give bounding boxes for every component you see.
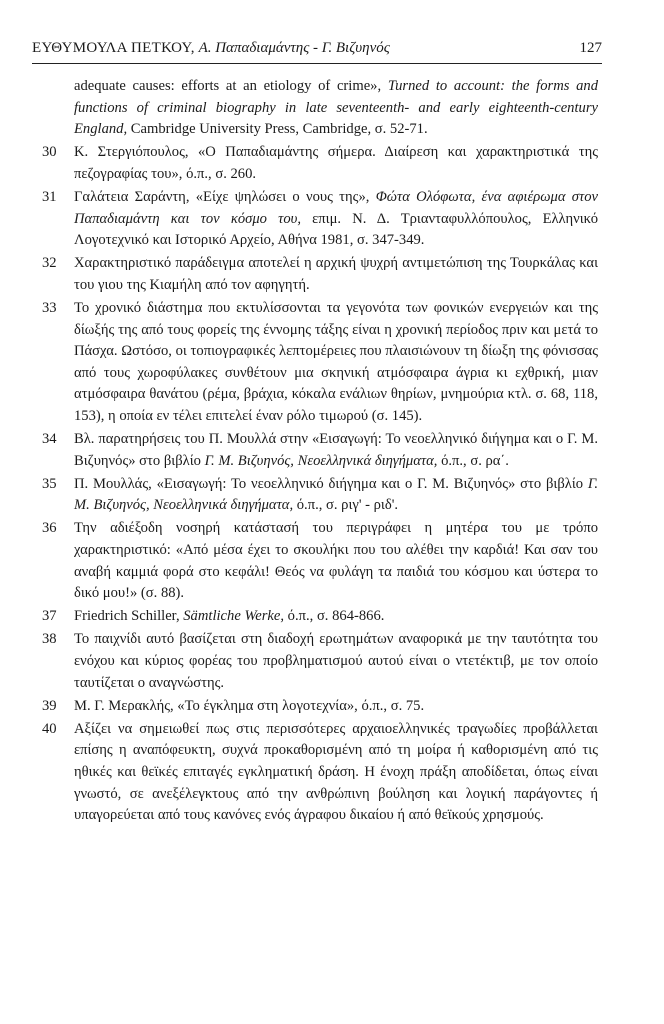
- endnote-text-run: Το παιχνίδι αυτό βασίζεται στη διαδοχή ερωτημάτων αναφορικά με την ταυτότητα του ενόχου και κύριος φορέας του προβληματισμού αυτού είναι ο ντετέκτιβ, με τον οποίο ταυτίζεται ο αναγνώστης.: [74, 631, 598, 691]
- endnote-number: 32: [42, 255, 57, 272]
- endnote-39: [42, 696, 598, 718]
- endnote-text-run: Γαλάτεια Σαράντη, «Είχε ψηλώσει ο νους της»,: [74, 188, 376, 205]
- header-author: ΕΥΘΥΜΟΥΛΑ ΠΕΤΚΟΥ,: [32, 40, 195, 56]
- endnote-40: [42, 719, 598, 827]
- endnote-text-run: adequate causes: efforts at an etiology of crime»,: [74, 78, 388, 94]
- endnotes-list: [42, 76, 598, 828]
- endnote-text-run: Αξίζει να σημειωθεί πως στις περισσότερες αρχαιοελληνικές τραγωδίες προβάλλεται επίσης η αναπόφευκτη, συχνά προκαθορισμένη από τη μοίρα ή καθορισμένη από τις ηθικές και θεϊκές επιταγές εγκληματική δράση. Η ένοχη πράξη αποδίδεται, όπως είναι γνωστό, σε ανεξέλεγκτους από την ανθρώπινη βούληση και λογική παράγοντες ή υπαγορεύεται από τους κανόνες ενός άγραφου δικαίου ή από θεϊκούς χρησμούς.: [74, 720, 598, 824]
- endnote-text: [74, 298, 598, 428]
- endnote-number: 31: [42, 188, 57, 205]
- endnote-text-run: ό.π., σ. ρα΄.: [437, 452, 509, 469]
- endnote-text: [74, 518, 598, 604]
- endnote-italic-title: Γ. Μ. Βιζυηνός, Νεοελληνικά διηγήματα,: [204, 452, 438, 469]
- endnote-text: [74, 142, 598, 185]
- endnote-36: [42, 518, 598, 604]
- endnote-text-run: Friedrich Schiller,: [74, 608, 184, 625]
- endnote-30: [42, 142, 598, 185]
- endnote-text: [74, 696, 598, 718]
- endnote-number: 40: [42, 720, 57, 737]
- endnote-continuation: [42, 76, 598, 141]
- endnote-37: [42, 606, 598, 628]
- endnote-32: [42, 253, 598, 296]
- endnote-text-run: Την αδιέξοδη νοσηρή κατάστασή του περιγράφει η μητέρα του με τρόπο χαρακτηριστικό: «Από μέσα έχει το σκουλήκι που του αλέθει την καρδιά! Και σαν του αναβή καμμιά φορά στο κεφάλι! Θεός να φυλάγη τα παιδιά του κόσμου και ύστερα το δικό μου!» (σ. 88).: [74, 520, 598, 602]
- endnote-number: 36: [42, 520, 57, 537]
- endnote-text-run: Βλ. παρατηρήσεις του Π. Μουλλά στην «Εισαγωγή: Το νεοελληνικό διήγημα και ο Γ. Μ. Βιζυηνός» στο βιβλίο: [74, 431, 598, 469]
- endnote-34: [42, 429, 598, 472]
- endnote-text-run: Μ. Γ. Μερακλής, «Το έγκλημα στη λογοτεχνία», ό.π., σ. 75.: [74, 697, 425, 714]
- endnote-31: [42, 187, 598, 252]
- endnote-italic-title: Φώτα Ολόφωτα, ένα αφιέρωμα στον Παπαδιαμάντη και τον κόσμο του,: [74, 188, 598, 227]
- endnote-33: [42, 298, 598, 428]
- endnote-38: [42, 629, 598, 694]
- page-number: 127: [579, 40, 602, 56]
- header-title: Α. Παπαδιαμάντης - Γ. Βιζυηνός: [198, 40, 390, 56]
- endnote-italic-title: Turned to account: the forms and functions of criminal biography in late seventeenth- and early eighteenth-century England,: [74, 78, 599, 138]
- endnote-number: 33: [42, 299, 57, 316]
- endnote-35: [42, 474, 598, 517]
- endnote-number: 39: [42, 697, 57, 714]
- endnote-text-run: επιμ. Ν. Δ. Τριανταφυλλόπουλος, Ελληνικό Λογοτεχνικό και Ιστορικό Αρχείο, Αθήνα 1981, σ. 347-349.: [74, 210, 598, 249]
- endnote-text-run: ό.π., σ. ριγ' - ριδ'.: [293, 497, 398, 514]
- endnote-text-run: Cambridge University Press, Cambridge, σ. 52-71.: [127, 121, 428, 138]
- endnote-number: 37: [42, 608, 57, 625]
- running-header: [32, 38, 602, 64]
- endnote-text: [74, 253, 598, 296]
- endnote-italic-title: Γ. Μ. Βιζυηνός, Νεοελληνικά διηγήματα,: [74, 475, 598, 514]
- endnote-text: [74, 719, 598, 827]
- endnote-italic-title: Sämtliche Werke,: [183, 608, 285, 625]
- endnote-text-run: ό.π., σ. 864-866.: [284, 608, 385, 625]
- endnote-text-run: Το χρονικό διάστημα που εκτυλίσσονται τα γεγονότα των φονικών ενεργειών και της δίωξής της από τους φορείς της έννομης τάξης είναι η χρονική περίοδος πριν και μετά το Πάσχα. Ωστόσο, οι τοπιογραφικές λεπτομέρειες που πλαισιώνουν τη δίωξη της φόνισσας από τους χωροφύλακες συνθέτουν μια σκηνική ατμόσφαιρα άγρια κι εχθρική, μιαν ατμόσφαιρα θανάτου (ρέμα, βράχια, κόκαλα ενάλιων θηρίων, μνημούρια κτλ. σ. 68, 118, 153), η οποία εν τέλει επιτελεί έναν ρόλο τιμωρού (σ. 145).: [74, 299, 598, 424]
- endnote-text: [74, 76, 598, 141]
- endnote-text: [74, 429, 598, 472]
- endnote-text: [74, 187, 598, 252]
- endnote-number: 30: [42, 144, 57, 161]
- endnote-text: [74, 629, 598, 694]
- endnote-text-run: Χαρακτηριστικό παράδειγμα αποτελεί η αρχική ψυχρή αντιμετώπιση της Τουρκάλας και του γιου της Κιαμήλη από τον αφηγητή.: [74, 255, 598, 293]
- endnote-text: [74, 474, 598, 517]
- endnote-number: 38: [42, 631, 57, 648]
- endnote-number: 34: [42, 431, 57, 447]
- endnote-text: [74, 606, 598, 628]
- endnote-text-run: Π. Μουλλάς, «Εισαγωγή: Το νεοελληνικό διήγημα και ο Γ. Μ. Βιζυηνός» στο βιβλίο: [74, 475, 588, 492]
- endnote-number: 35: [42, 475, 57, 492]
- endnote-text-run: Κ. Στεργιόπουλος, «Ο Παπαδιαμάντης σήμερα. Διαίρεση και χαρακτηριστικά της πεζογραφίας του», ό.π., σ. 260.: [74, 144, 598, 182]
